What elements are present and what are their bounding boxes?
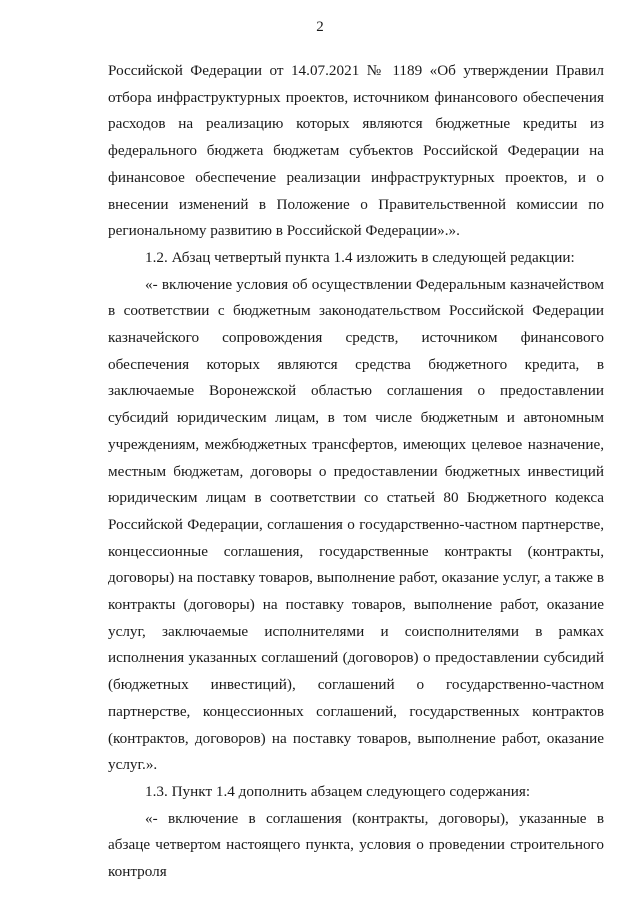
paragraph-quote-1-2: «- включение условия об осуществлении Федеральным казначейством в соответствии с бюджетным законодательством Российской Федерации казначейского сопровождения средств, источником финансового обеспечения которых являются средства бюджетного кредита, в заключаемые Воронежской областью соглашения о предоставлении субсидий юридическим лицам, в том числе бюджетным и автономным учреждениям, межбюджетных трансфертов, имеющих целевое назначение, местным бюджетам, договоры о предоставлении бюджетных инвестиций юридическим лицам в соответствии со статьей 80 Бюджетного кодекса Российской Федерации, соглашения о государственно-частном партнерстве, концессионные соглашения, государственные контракты (контракты, договоры) на поставку товаров, выполнение работ, оказание услуг, а также в контракты (договоры) на поставку товаров, выполнение работ, оказание услуг, заключаемые исполнителями и соисполнителями в рамках исполнения указанных соглашений (договоров) о предоставлении субсидий (бюджетных инвестиций), соглашений о государственно-частном партнерстве, концессионных соглашений, государственных контрактов (контрактов, договоров) на поставку товаров, выполнение работ, оказание услуг.». xyxy=(108,275,604,774)
paragraph-item-1-3: 1.3. Пункт 1.4 дополнить абзацем следующего содержания: xyxy=(145,782,531,800)
paragraph-continuation: Российской Федерации от 14.07.2021 № 1189 «Об утверждении Правил отбора инфраструктурных проектов, источником финансового обеспечения расходов на реализацию которых являются бюджетные кредиты из федерального бюджета бюджетам субъектов Российской Федерации на финансовое обеспечение реализации инфраструктурных проектов, и о внесении изменений в Положение о Правительственной комиссии по региональному развитию в Российской Федерации».». xyxy=(108,62,604,240)
document-body xyxy=(108,58,604,886)
paragraph-quote-1-3: «- включение в соглашения (контракты, договоры), указанные в абзаце четвертом настоящего пункта, условия о проведении строительного контроля xyxy=(108,809,604,881)
page-number: 2 xyxy=(316,19,324,35)
paragraph-item-1-2: 1.2. Абзац четвертый пункта 1.4 изложить в следующей редакции: xyxy=(145,248,575,266)
